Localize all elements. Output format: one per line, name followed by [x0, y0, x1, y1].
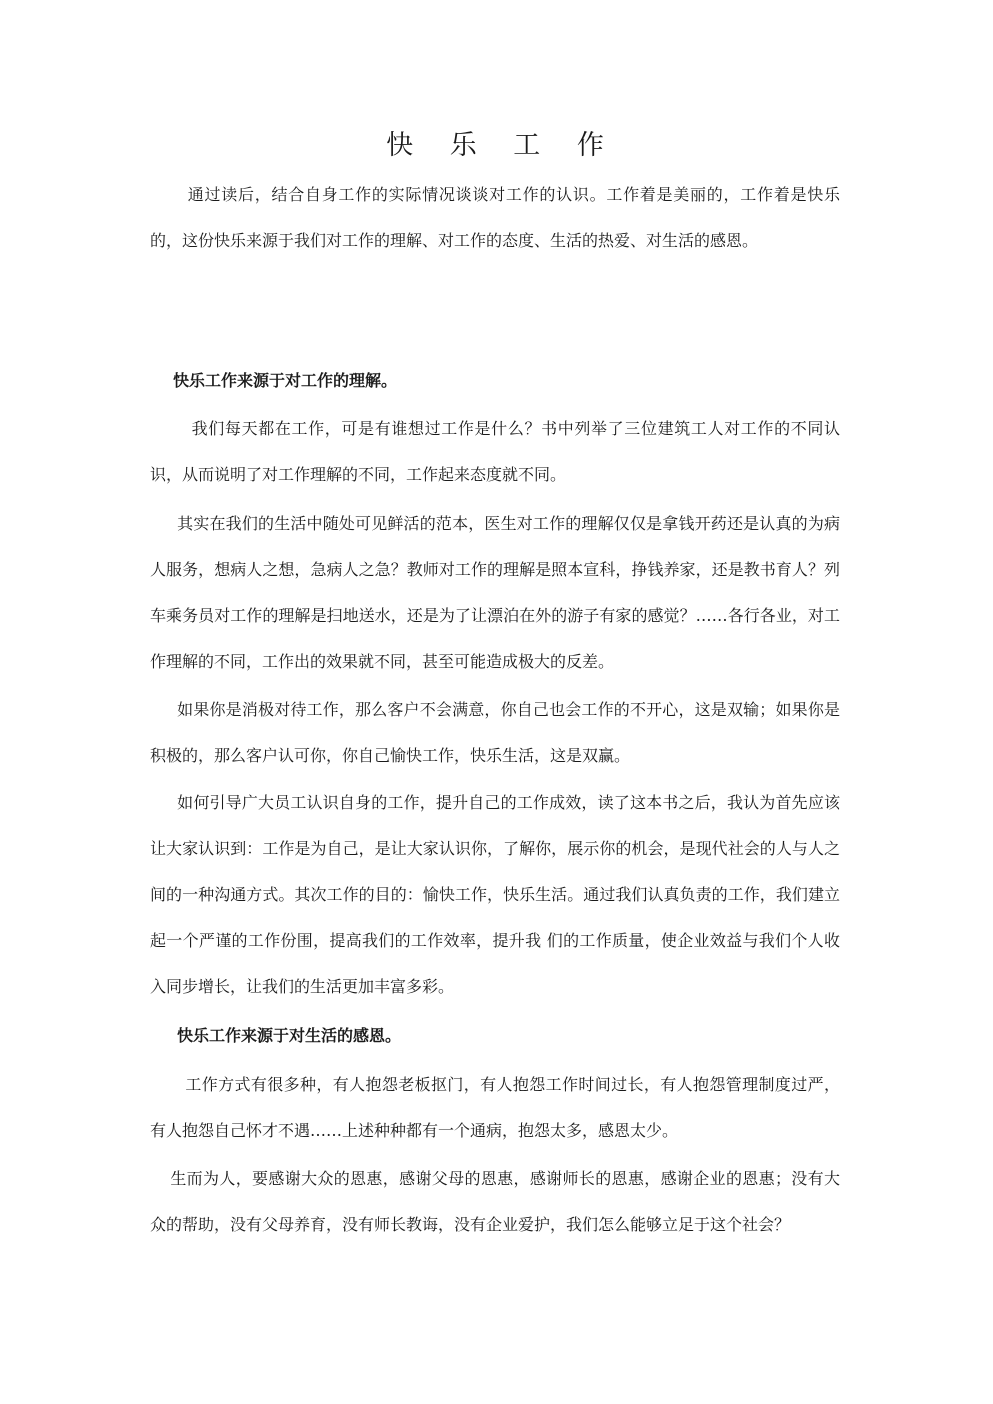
section1-paragraph-3	[150, 687, 840, 779]
paragraph-text: 其实在我们的生活中随处可见鲜活的范本，医生对工作的理解仅仅是拿钱开药还是认真的为病人服务，想病人之想，急病人之急？教师对工作的理解是照本宣科，挣钱养家，还是教书育人？列车乘务员对工作的理解是扫地送水，还是为了让漂泊在外的游子有家的感觉？……各行各业，对工作理解的不同，工作出的效果就不同，甚至可能造成极大的反差。	[150, 514, 840, 671]
section1-heading	[150, 358, 840, 404]
section2-heading-text: 快乐工作来源于对生活的感恩。	[177, 1026, 402, 1045]
intro-text: 通过读后，结合自身工作的实际情况谈谈对工作的认识。工作着是美丽的，工作着是快乐的，这份快乐来源于我们对工作的理解、对工作的态度、生活的热爱、对生活的感恩。	[150, 185, 840, 250]
section2-paragraph-2	[150, 1156, 840, 1248]
paragraph-text: 如何引导广大员工认识自身的工作，提升自己的工作成效，读了这本书之后，我认为首先应该让大家认识到：工作是为自己，是让大家认识你，了解你，展示你的机会，是现代社会的人与人之间的一种沟通方式。其次工作的目的：愉快工作，快乐生活。通过我们认真负责的工作，我们建立起一个严谨的工作份围，提高我们的工作效率，提升我 们的工作质量，使企业效益与我们个人收入同步增长，让我们的生活更加丰富多彩。	[150, 793, 840, 996]
section1-paragraph-4	[150, 780, 840, 1010]
document-page	[150, 0, 840, 1404]
paragraph-text: 工作方式有很多种，有人抱怨老板抠门，有人抱怨工作时间过长，有人抱怨管理制度过严，有人抱怨自己怀才不遇……上述种种都有一个通病，抱怨太多，感恩太少。	[150, 1075, 840, 1140]
section1-paragraph-2	[150, 501, 840, 685]
section2-heading	[150, 1013, 840, 1059]
section2-paragraph-1	[150, 1062, 840, 1154]
paragraph-text: 生而为人，要感谢大众的恩惠，感谢父母的恩惠，感谢师长的恩惠，感谢企业的恩惠；没有大众的帮助，没有父母养育，没有师长教诲，没有企业爱护，我们怎么能够立足于这个社会？	[150, 1169, 840, 1234]
section1-paragraph-1	[150, 406, 840, 498]
intro-paragraph	[150, 172, 840, 264]
paragraph-text: 如果你是消极对待工作，那么客户不会满意，你自己也会工作的不开心，这是双输；如果你是积极的，那么客户认可你，你自己愉快工作，快乐生活，这是双赢。	[150, 700, 840, 765]
paragraph-text: 我们每天都在工作，可是有谁想过工作是什么？书中列举了三位建筑工人对工作的不同认识，从而说明了对工作理解的不同，工作起来态度就不同。	[150, 419, 840, 484]
section1-heading-text: 快乐工作来源于对工作的理解。	[173, 371, 398, 390]
document-title: 快 乐 工 作	[386, 130, 618, 161]
